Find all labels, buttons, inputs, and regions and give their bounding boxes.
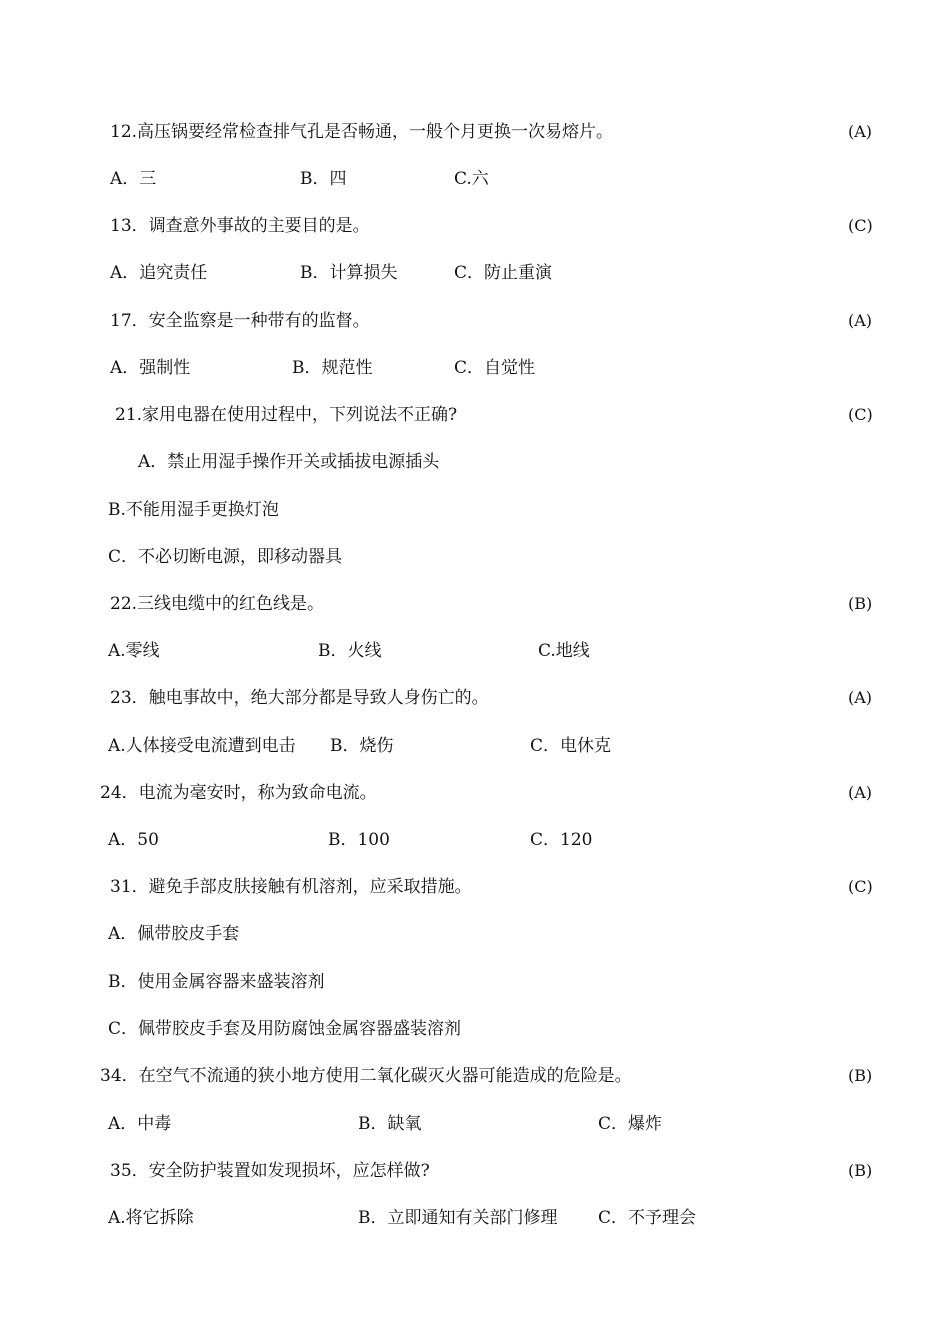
question-21-option-c: C．不必切断电源，即移动器具: [108, 547, 343, 567]
question-13-option-a: A．追究责任: [110, 263, 208, 283]
question-31-option-b: B．使用金属容器来盛装溶剂: [108, 972, 325, 992]
question-17-option-c: C．自觉性: [454, 358, 536, 378]
question-21-option-a: A．禁止用湿手操作开关或插拔电源插头: [138, 452, 440, 472]
question-24-option-c: C．120: [530, 830, 593, 850]
question-35-option-b: B．立即通知有关部门修理: [358, 1208, 558, 1228]
question-17-option-a: A．强制性: [110, 358, 191, 378]
question-35-answer: (B): [848, 1161, 873, 1180]
question-12-option-b: B．四: [300, 169, 347, 189]
question-12-stem: 12.高压锅要经常检查排气孔是否畅通，一般个月更换一次易熔片。: [110, 122, 614, 142]
question-31-answer: (C): [848, 877, 873, 896]
question-34-stem: 34．在空气不流通的狭小地方使用二氧化碳灭火器可能造成的危险是。: [100, 1066, 632, 1086]
question-34-option-b: B．缺氧: [358, 1114, 422, 1134]
question-23-option-b: B．烧伤: [330, 736, 394, 756]
question-22-answer: (B): [848, 594, 873, 613]
question-31-stem: 31．避免手部皮肤接触有机溶剂，应采取措施。: [110, 877, 472, 897]
question-23-option-a: A.人体接受电流遭到电击: [108, 736, 296, 756]
question-17-answer: (A): [848, 311, 873, 330]
question-13-answer: (C): [848, 216, 873, 235]
question-23-stem: 23．触电事故中，绝大部分都是导致人身伤亡的。: [110, 688, 489, 708]
question-35-stem: 35．安全防护装置如发现损坏，应怎样做?: [110, 1161, 430, 1181]
question-13-option-b: B．计算损失: [300, 263, 398, 283]
question-12-answer: (A): [848, 122, 873, 141]
question-23-answer: (A): [848, 688, 873, 707]
question-34-option-c: C．爆炸: [598, 1114, 663, 1134]
question-24-option-b: B．100: [328, 830, 390, 850]
question-35-option-c: C．不予理会: [598, 1208, 697, 1228]
question-31-option-c: C．佩带胶皮手套及用防腐蚀金属容器盛装溶剂: [108, 1019, 462, 1039]
question-12-option-c: C.六: [454, 169, 489, 189]
question-24-stem: 24．电流为毫安时，称为致命电流。: [100, 783, 377, 803]
question-12-option-a: A．三: [110, 169, 157, 189]
question-31-option-a: A．佩带胶皮手套: [108, 924, 240, 944]
question-22-stem: 22.三线电缆中的红色线是。: [110, 594, 325, 614]
question-21-stem: 21.家用电器在使用过程中，下列说法不正确?: [115, 405, 458, 425]
question-35-option-a: A.将它拆除: [108, 1208, 194, 1228]
question-24-option-a: A．50: [108, 830, 159, 850]
question-22-option-a: A.零线: [108, 641, 160, 661]
question-21-option-b: B.不能用湿手更换灯泡: [108, 500, 279, 520]
question-13-stem: 13．调查意外事故的主要目的是。: [110, 216, 370, 236]
question-34-option-a: A．中毒: [108, 1114, 172, 1134]
question-17-stem: 17．安全监察是一种带有的监督。: [110, 311, 370, 331]
question-13-option-c: C．防止重演: [454, 263, 553, 283]
question-34-answer: (B): [848, 1066, 873, 1085]
question-22-option-c: C.地线: [538, 641, 590, 661]
question-24-answer: (A): [848, 783, 873, 802]
question-21-answer: (C): [848, 405, 873, 424]
question-23-option-c: C．电休克: [530, 736, 612, 756]
question-17-option-b: B．规范性: [292, 358, 373, 378]
question-22-option-b: B．火线: [318, 641, 382, 661]
